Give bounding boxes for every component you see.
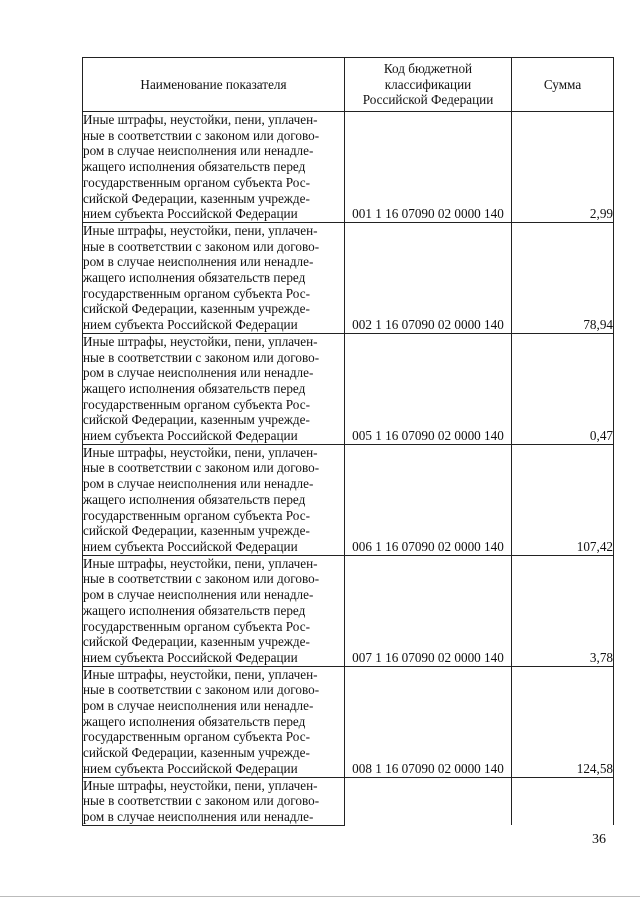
budget-code: 002 1 16 07090 02 0000 140 xyxy=(345,222,512,333)
budget-code: 005 1 16 07090 02 0000 140 xyxy=(345,333,512,444)
amount: 3,78 xyxy=(512,555,614,666)
amount: 124,58 xyxy=(512,666,614,777)
budget-code: 001 1 16 07090 02 0000 140 xyxy=(345,112,512,223)
indicator-name: Иные штрафы, неустойки, пени, уплачен- ные в соответствии с законом или догово- ром в случае неисполнения или ненадле- жащего исполнения обязательств перед государственным органом субъекта Рос- сийской Федерации, казенным учрежде- нием субъекта Российской Федерации xyxy=(83,333,345,444)
amount: 107,42 xyxy=(512,444,614,555)
indicator-name: Иные штрафы, неустойки, пени, уплачен- ные в соответствии с законом или догово- ром в случае неисполнения или ненадле- жащего исполнения обязательств перед государственным органом субъекта Рос- сийской Федерации, казенным учрежде- нием субъекта Российской Федерации xyxy=(83,555,345,666)
header-name: Наименование показателя xyxy=(83,58,345,112)
header-sum: Сумма xyxy=(512,58,614,112)
budget-code: 006 1 16 07090 02 0000 140 xyxy=(345,444,512,555)
table-header-row xyxy=(83,58,614,112)
table-row xyxy=(83,666,614,777)
amount: 78,94 xyxy=(512,222,614,333)
indicator-name: Иные штрафы, неустойки, пени, уплачен- ные в соответствии с законом или догово- ром в случае неисполнения или ненадле- жащего исполнения обязательств перед государственным органом субъекта Рос- сийской Федерации, казенным учрежде- нием субъекта Российской Федерации xyxy=(83,444,345,555)
indicator-name: Иные штрафы, неустойки, пени, уплачен- ные в соответствии с законом или догово- ром в случае неисполнения или ненадле- жащего исполнения обязательств перед государственным органом субъекта Рос- сийской Федерации, казенным учрежде- нием субъекта Российской Федерации xyxy=(83,112,345,223)
table-row xyxy=(83,555,614,666)
table-row xyxy=(83,333,614,444)
table-row xyxy=(83,112,614,223)
budget-code xyxy=(345,777,512,825)
table-row-partial xyxy=(83,777,614,825)
table-row xyxy=(83,222,614,333)
page-number: 36 xyxy=(592,832,606,847)
scan-edge-divider xyxy=(0,896,640,897)
indicator-name: Иные штрафы, неустойки, пени, уплачен- ные в соответствии с законом или догово- ром в случае неисполнения или ненадле- жащего исполнения обязательств перед государственным органом субъекта Рос- сийской Федерации, казенным учрежде- нием субъекта Российской Федерации xyxy=(83,222,345,333)
budget-code: 007 1 16 07090 02 0000 140 xyxy=(345,555,512,666)
indicator-name: Иные штрафы, неустойки, пени, уплачен- ные в соответствии с законом или догово- ром в случае неисполнения или ненадле- xyxy=(83,777,345,825)
amount: 2,99 xyxy=(512,112,614,223)
amount xyxy=(512,777,614,825)
amount: 0,47 xyxy=(512,333,614,444)
indicator-name: Иные штрафы, неустойки, пени, уплачен- ные в соответствии с законом или догово- ром в случае неисполнения или ненадле- жащего исполнения обязательств перед государственным органом субъекта Рос- сийской Федерации, казенным учрежде- нием субъекта Российской Федерации xyxy=(83,666,345,777)
header-code: Код бюджетной классификации Российской Федерации xyxy=(345,58,512,112)
budget-table xyxy=(82,57,614,826)
table-row xyxy=(83,444,614,555)
budget-code: 008 1 16 07090 02 0000 140 xyxy=(345,666,512,777)
